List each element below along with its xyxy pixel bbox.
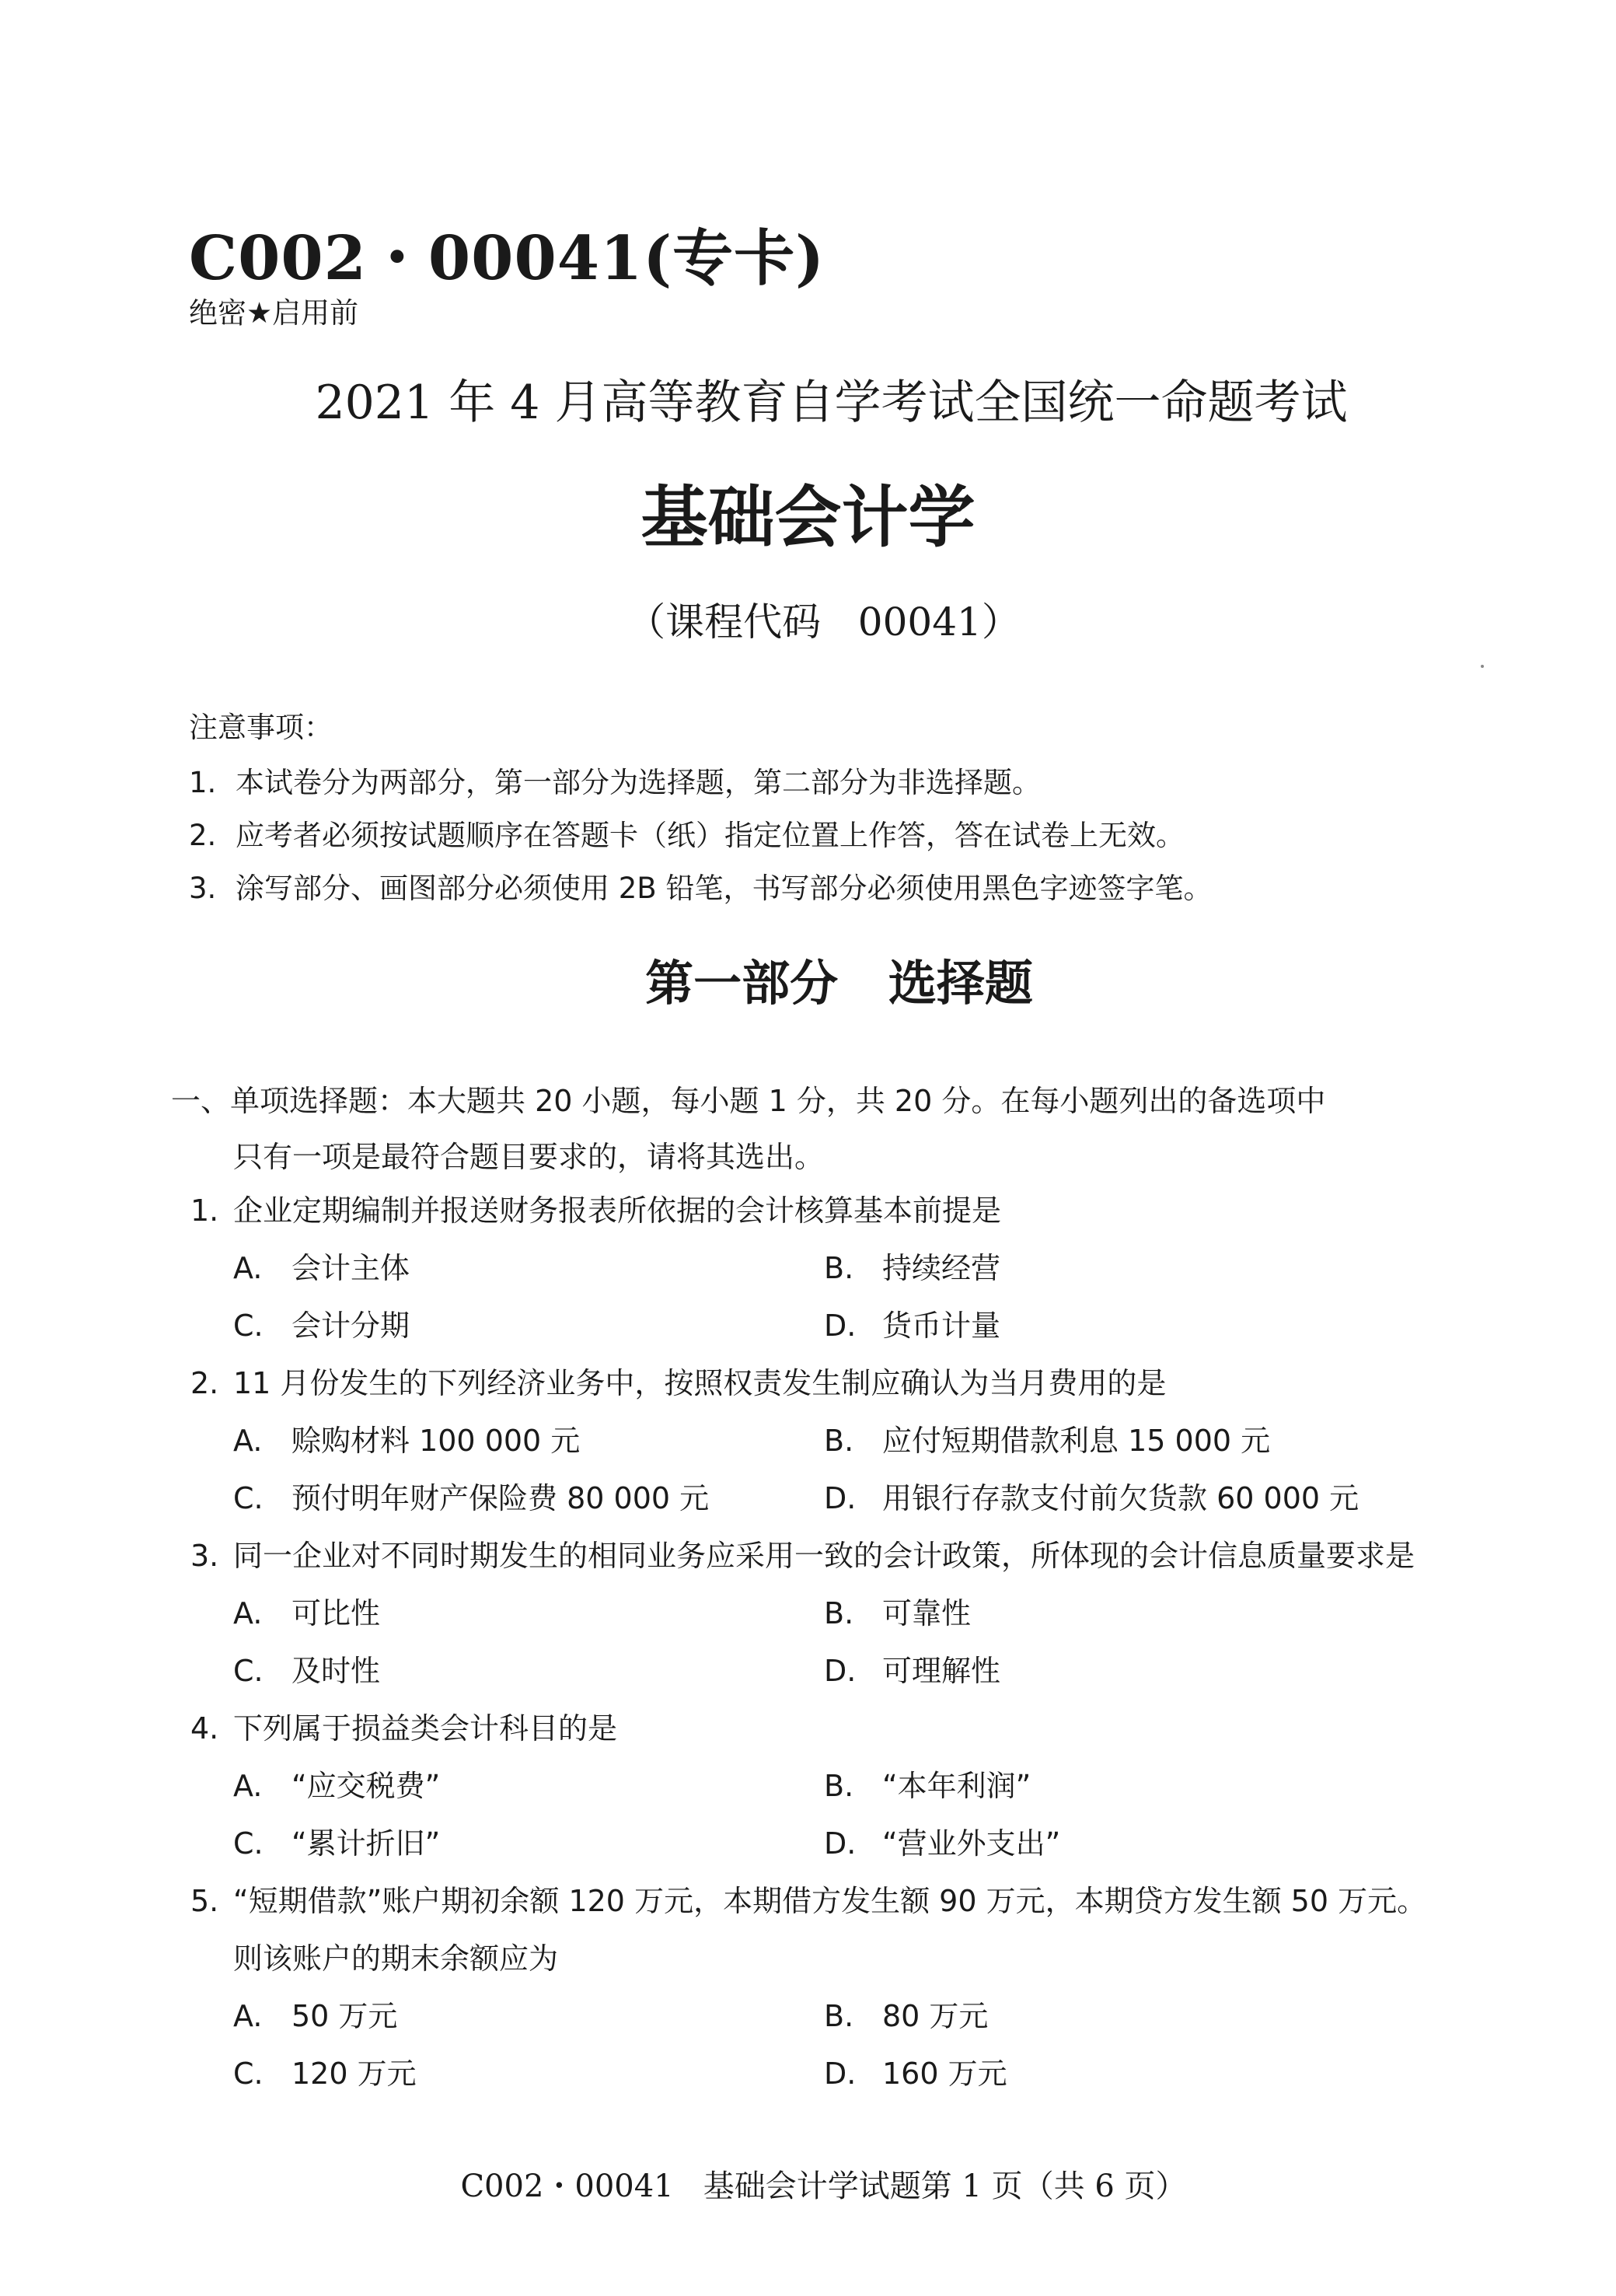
option-row: [190, 1987, 1434, 2045]
option-letter: D.: [824, 1826, 857, 1861]
option: [824, 2045, 1415, 2102]
option: [233, 1757, 824, 1815]
section-instructions: [171, 1073, 1430, 1185]
option-row: [190, 1297, 1434, 1354]
option-letter: B.: [824, 1999, 854, 2033]
option-text: 80 万元: [882, 1999, 989, 2033]
option-row: [190, 1412, 1434, 1470]
question-list: [190, 1182, 1434, 2102]
question-item: [190, 1872, 1434, 2102]
exam-title: 2021 年 4 月高等教育自学考试全国统一命题考试: [315, 376, 1348, 430]
question-text: “短期借款”账户期初余额 120 万元，本期借方发生额 90 万元，本期贷方发生额 50 万元。则该账户的期末余额应为: [233, 1884, 1427, 1976]
option-text: 可理解性: [882, 1654, 1001, 1688]
option-text: 50 万元: [291, 1999, 398, 2033]
question-number: 2.: [190, 1366, 219, 1400]
question-stem: [190, 1527, 1434, 1585]
option-text: 应付短期借款利息 15 000 元: [882, 1424, 1271, 1458]
option-letter: C.: [233, 1481, 264, 1515]
notice-item: [189, 757, 1433, 809]
question-text: 11 月份发生的下列经济业务中，按照权责发生制应确认为当月费用的是: [233, 1366, 1167, 1400]
option-letter: D.: [824, 1309, 857, 1343]
option: [824, 1239, 1415, 1297]
question-item: [190, 1527, 1434, 1700]
option-letter: A.: [233, 1999, 263, 2033]
option-letter: B.: [824, 1596, 854, 1630]
option: [233, 1815, 824, 1872]
question-stem: [190, 1182, 1434, 1239]
option-text: 预付明年财产保险费 80 000 元: [291, 1481, 710, 1515]
question-stem: [190, 1872, 1434, 1987]
question-item: [190, 1700, 1434, 1872]
option-letter: A.: [233, 1596, 263, 1630]
option: [233, 1585, 824, 1642]
option-text: 持续经营: [882, 1251, 1001, 1285]
question-number: 4.: [190, 1711, 219, 1746]
option-text: 会计主体: [291, 1251, 410, 1285]
question-item: [190, 1182, 1434, 1354]
option-letter: D.: [824, 2057, 857, 2091]
option-letter: A.: [233, 1769, 263, 1803]
option-letter: B.: [824, 1251, 854, 1285]
option-letter: C.: [233, 1654, 264, 1688]
notice-item: [189, 862, 1433, 915]
subject-title: 基础会计学: [640, 479, 976, 557]
option-text: 赊购材料 100 000 元: [291, 1424, 581, 1458]
option-text: 可比性: [291, 1596, 381, 1630]
scan-speck: [1481, 665, 1484, 668]
option: [233, 1412, 824, 1470]
notice-item-text: 涂写部分、画图部分必须使用 2B 铅笔，书写部分必须使用黑色字迹签字笔。: [236, 872, 1213, 905]
option-row: [190, 1470, 1434, 1527]
option-letter: A.: [233, 1251, 263, 1285]
question-number: 5.: [190, 1884, 219, 1918]
option: [824, 1815, 1415, 1872]
option-text: 120 万元: [291, 2057, 417, 2091]
section-line: 只有一项是最符合题目要求的，请将其选出。: [233, 1140, 825, 1174]
question-stem: [190, 1354, 1434, 1412]
option-text: “本年利润”: [882, 1769, 1031, 1803]
option-text: 会计分期: [291, 1309, 410, 1343]
page-footer: C002・00041 基础会计学试题第 1 页（共 6 页）: [460, 2168, 1187, 2204]
question-text: 同一企业对不同时期发生的相同业务应采用一致的会计政策，所体现的会计信息质量要求是: [233, 1539, 1415, 1573]
option: [233, 1470, 824, 1527]
part-title: 第一部分 选择题: [645, 955, 1033, 1012]
section-line: 一、单项选择题：本大题共 20 小题，每小题 1 分，共 20 分。在每小题列出的备选项中: [171, 1084, 1326, 1118]
option-letter: A.: [233, 1424, 263, 1458]
notice-item: [189, 809, 1433, 862]
question-stem: [190, 1700, 1434, 1757]
option: [824, 1585, 1415, 1642]
option-row: [190, 2045, 1434, 2102]
notice-item-number: 2.: [189, 819, 217, 852]
option: [233, 1987, 824, 2045]
option-text: “应交税费”: [291, 1769, 441, 1803]
paper-code: C002・00041(专卡): [189, 223, 825, 294]
notice-item-text: 本试卷分为两部分，第一部分为选择题，第二部分为非选择题。: [236, 766, 1041, 799]
secret-mark: 绝密★启用前: [189, 296, 359, 330]
option: [824, 1412, 1415, 1470]
notice-title: 注意事项：: [189, 711, 333, 744]
option-letter: C.: [233, 1826, 264, 1861]
option-letter: B.: [824, 1424, 854, 1458]
question-number: 3.: [190, 1539, 219, 1573]
question-item: [190, 1354, 1434, 1527]
option: [824, 1757, 1415, 1815]
option-row: [190, 1642, 1434, 1700]
option-text: “营业外支出”: [882, 1826, 1061, 1861]
course-code: （课程代码 00041）: [627, 599, 1021, 645]
question-number: 1.: [190, 1193, 219, 1228]
notice-item-text: 应考者必须按试题顺序在答题卡（纸）指定位置上作答，答在试卷上无效。: [236, 819, 1185, 852]
option-letter: D.: [824, 1481, 857, 1515]
option-text: 160 万元: [882, 2057, 1007, 2091]
option: [233, 1642, 824, 1700]
notice-block: [189, 704, 1433, 915]
option-letter: C.: [233, 2057, 264, 2091]
option-row: [190, 1239, 1434, 1297]
option-text: 用银行存款支付前欠货款 60 000 元: [882, 1481, 1359, 1515]
option-letter: D.: [824, 1654, 857, 1688]
option: [824, 1470, 1415, 1527]
option-text: “累计折旧”: [291, 1826, 441, 1861]
option-row: [190, 1585, 1434, 1642]
option-row: [190, 1757, 1434, 1815]
option-row: [190, 1815, 1434, 1872]
option-text: 货币计量: [882, 1309, 1001, 1343]
question-text: 下列属于损益类会计科目的是: [233, 1711, 618, 1746]
option-text: 可靠性: [882, 1596, 972, 1630]
notice-item-number: 1.: [189, 766, 217, 799]
option: [824, 1297, 1415, 1354]
notice-item-number: 3.: [189, 872, 217, 905]
question-text: 企业定期编制并报送财务报表所依据的会计核算基本前提是: [233, 1193, 1002, 1228]
option-text: 及时性: [291, 1654, 381, 1688]
option-letter: C.: [233, 1309, 264, 1343]
option: [233, 1297, 824, 1354]
option-letter: B.: [824, 1769, 854, 1803]
option: [824, 1987, 1415, 2045]
option: [824, 1642, 1415, 1700]
option: [233, 2045, 824, 2102]
option: [233, 1239, 824, 1297]
